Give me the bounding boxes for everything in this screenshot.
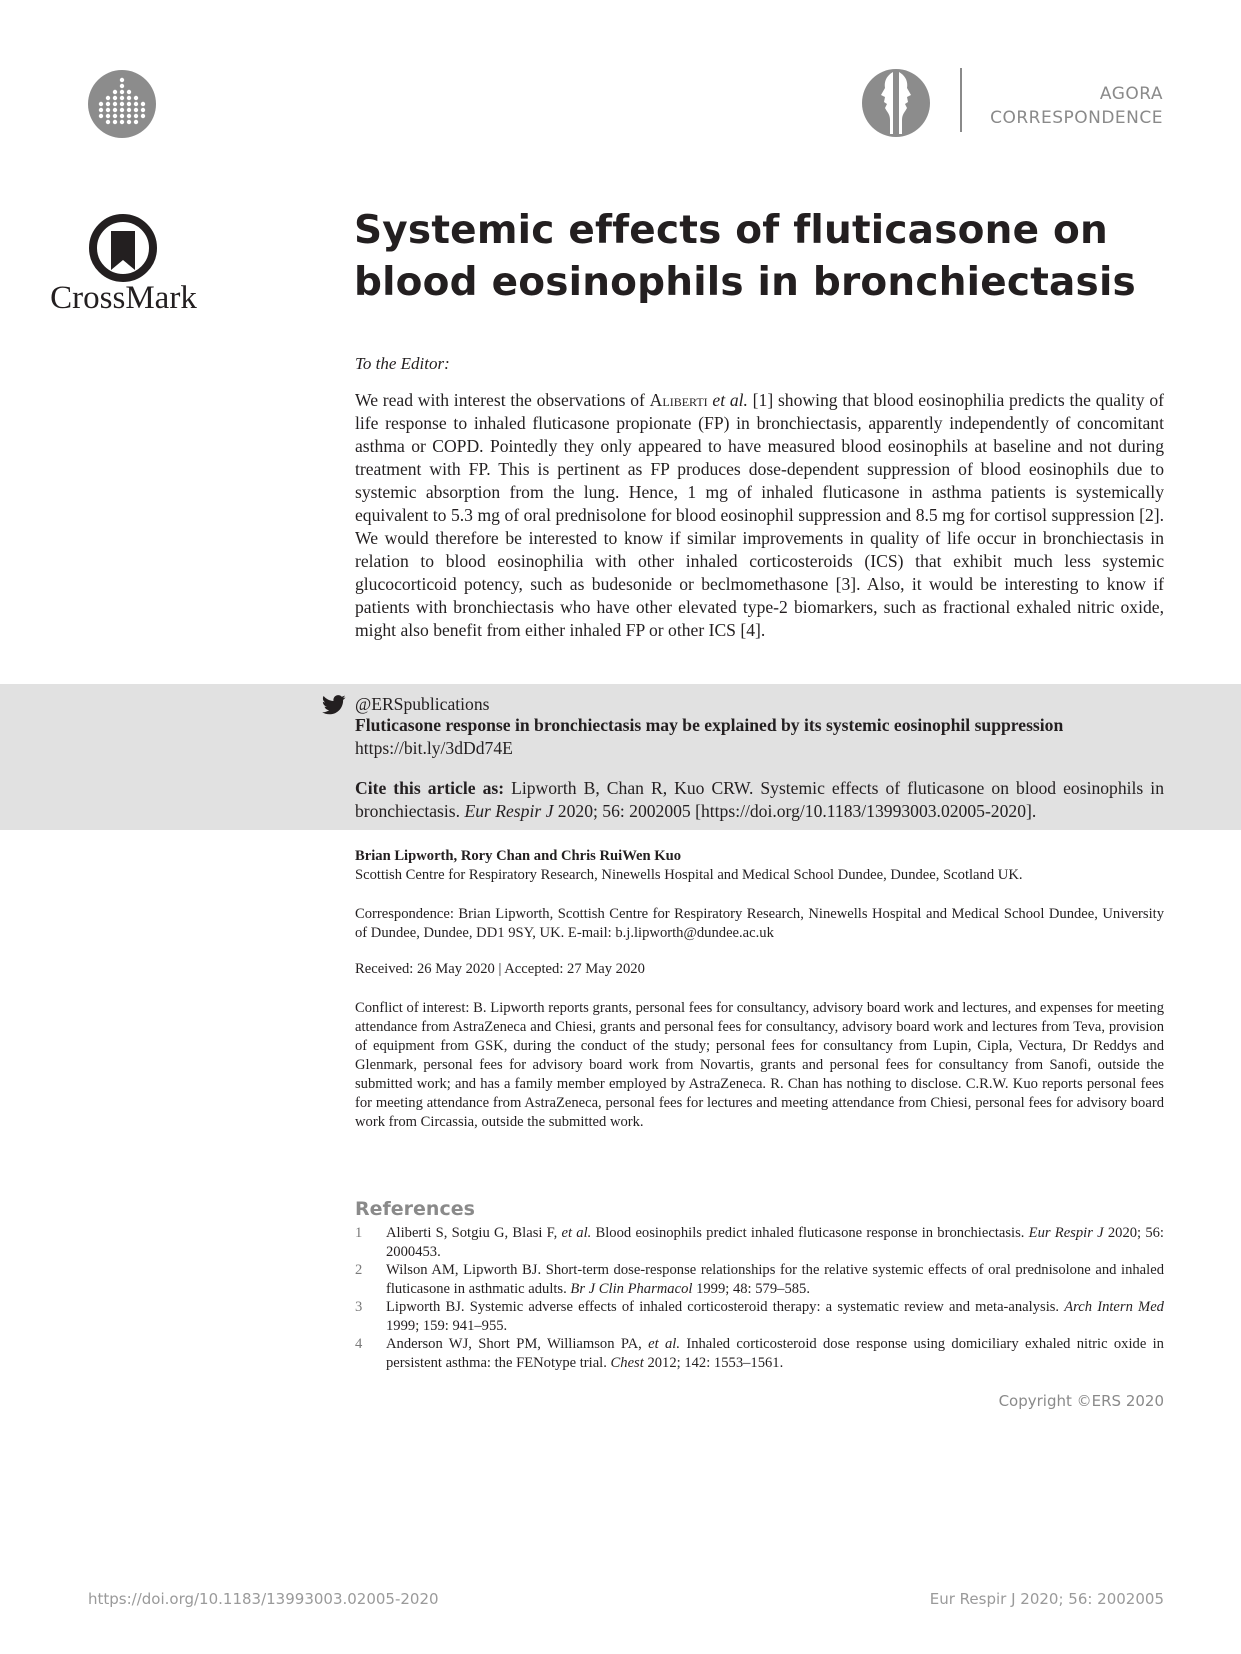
conflict-of-interest: Conflict of interest: B. Lipworth reports grants, personal fees for consultancy, advisory board work and lectures, and expenses for meeting attendance from AstraZeneca and Chiesi, grants and personal fees for consultancy, advisory board work and lectures from Teva, provision of equipment from GSK, during the conduct of the study; personal fees for consultancy from Lupin, Cipla, Vectura, Dr Reddys and Glenmark, personal fees for advisory board work from Novartis, grants and personal fees for consultancy from Sanofi, outside the submitted work; and has a family member employed by AstraZeneca. R. Chan has nothing to disclose. C.R.W. Kuo reports personal fees for meeting attendance from AstraZeneca, personal fees for lectures and meeting attendance from Chiesi, personal fees for advisory board work from Circassia, outside the submitted work. <box>355 1000 1164 1130</box>
reference-et-al: et al. <box>561 1225 592 1241</box>
reference-number: 2 <box>355 1262 363 1278</box>
copyright: Copyright ©ERS 2020 <box>998 1392 1164 1410</box>
author-affiliation: Scottish Centre for Respiratory Research, Ninewells Hospital and Medical School Dundee, Dundee, Scotland UK. <box>355 867 1023 883</box>
footer-citation: Eur Respir J 2020; 56: 2002005 <box>929 1590 1164 1608</box>
body-et-al: et al. <box>712 390 748 410</box>
body-cited-author: Aliberti <box>649 390 708 410</box>
section-label-line2: CORRESPONDENCE <box>990 108 1163 128</box>
agora-faces-icon <box>860 68 932 138</box>
body-text-part2: [1] showing that blood eosinophilia predicts the quality of life response to inhaled fluticasone propionate (FP) in bronchiectasis, apparently independently of concomitant asthma or COPD. Pointedly they only appeared to have measured blood eosinophils at baseline and not during treatment with FP. This is pertinent as FP produces dose-dependent suppression of blood eosinophils due to systemic absorption from the lung. Hence, 1 mg of inhaled fluticasone in asthma patients is systemically equivalent to 5.3 mg of oral prednisolone for blood eosinophil suppression and 8.5 mg for cortisol suppression [2]. We would therefore be interested to know if similar improvements in quality of life occur in bronchiectasis in relation to blood eosinophilia with other inhaled corticosteroids (ICS) that exhibit much less systemic glucocorticoid potency, such as budesonide or beclmomethasone [3]. Also, it would be interesting to know if patients with bronchiectasis who have other elevated type-2 biomarkers, such as fractional exhaled nitric oxide, might also benefit from either inhaled FP or other ICS [4]. <box>355 390 1164 640</box>
cite-text: Lipworth B, Chan R, Kuo CRW. Systemic effects of fluticasone on blood eosinophils in bronchiectasis. <box>355 778 1164 821</box>
reference-item <box>355 1298 1164 1335</box>
section-label <box>960 82 1163 130</box>
reference-text: Wilson AM, Lipworth BJ. Short-term dose-response relationships for the relative systemic effects of oral prednisolone and inhaled fluticasone in asthmatic adults. <box>386 1262 1164 1297</box>
reference-item <box>355 1261 1164 1298</box>
reference-text: Blood eosinophils predict inhaled fluticasone response in bronchiectasis. <box>591 1225 1029 1241</box>
reference-journal: Arch Intern Med <box>1064 1299 1164 1315</box>
reference-text: Anderson WJ, Short PM, Williamson PA, <box>386 1336 649 1352</box>
received-dates: Received: 26 May 2020 | Accepted: 27 May 2020 <box>355 961 645 977</box>
references-heading: References <box>355 1198 475 1220</box>
article-title: Systemic effects of fluticasone on blood eosinophils in bronchiectasis <box>354 208 1136 305</box>
reference-et-al: et al. <box>648 1336 681 1352</box>
reference-journal: Eur Respir J <box>1028 1225 1104 1241</box>
reference-text: Aliberti S, Sotgiu G, Blasi F, <box>386 1225 562 1241</box>
footer-doi-link[interactable]: https://doi.org/10.1183/13993003.02005-2020 <box>88 1590 439 1608</box>
reference-item <box>355 1224 1164 1261</box>
section-label-line1: AGORA <box>1099 84 1163 104</box>
reference-item <box>355 1335 1164 1372</box>
ers-lungs-logo-icon <box>88 70 156 138</box>
cite-details[interactable]: 2020; 56: 2002005 [https://doi.org/10.1183/13993003.02005-2020]. <box>557 801 1037 821</box>
reference-text: Inhaled corticosteroid dose response using domiciliary exhaled nitric oxide in persistent asthma: the FENotype trial. <box>386 1336 1164 1371</box>
cite-article <box>355 777 1164 823</box>
reference-details: 1999; 159: 941–955. <box>386 1317 508 1334</box>
tweet-text <box>355 714 1164 760</box>
tweet-handle[interactable]: @ERSpublications <box>355 694 490 714</box>
crossmark-label[interactable]: CrossMark <box>50 280 197 316</box>
tweet-link[interactable]: https://bit.ly/3dDd74E <box>355 738 513 758</box>
reference-text: Lipworth BJ. Systemic adverse effects of inhaled corticosteroid therapy: a systematic review and meta-analysis. <box>386 1299 1065 1315</box>
reference-number: 1 <box>355 1225 363 1241</box>
reference-number: 4 <box>355 1336 363 1352</box>
reference-journal: Br J Clin Pharmacol <box>570 1280 693 1297</box>
cite-label: Cite this article as: <box>355 778 505 798</box>
reference-number: 3 <box>355 1299 363 1315</box>
reference-details: 2012; 142: 1553–1561. <box>643 1354 784 1371</box>
references-list <box>355 1224 1164 1372</box>
reference-journal: Chest <box>610 1354 644 1371</box>
author-names: Brian Lipworth, Rory Chan and Chris RuiWen Kuo <box>355 848 681 864</box>
reference-details: 1999; 48: 579–585. <box>692 1280 810 1297</box>
correspondence: Correspondence: Brian Lipworth, Scottish Centre for Respiratory Research, Ninewells Hospital and Medical School Dundee, University of Dundee, Dundee, DD1 9SY, UK. E-mail: b.j.lipworth@dundee.ac.uk <box>355 906 1164 941</box>
salutation: To the Editor: <box>355 354 450 373</box>
twitter-bird-icon <box>322 695 346 715</box>
cite-journal: Eur Respir J <box>464 801 554 821</box>
body-text-part1: We read with interest the observations of <box>355 390 650 410</box>
reference-details: 2020; 56: 2000453. <box>386 1225 1164 1260</box>
body-paragraph <box>355 389 1164 642</box>
tweet-bold-text: Fluticasone response in bronchiectasis may be explained by its systemic eosinophil suppression <box>355 715 1064 735</box>
